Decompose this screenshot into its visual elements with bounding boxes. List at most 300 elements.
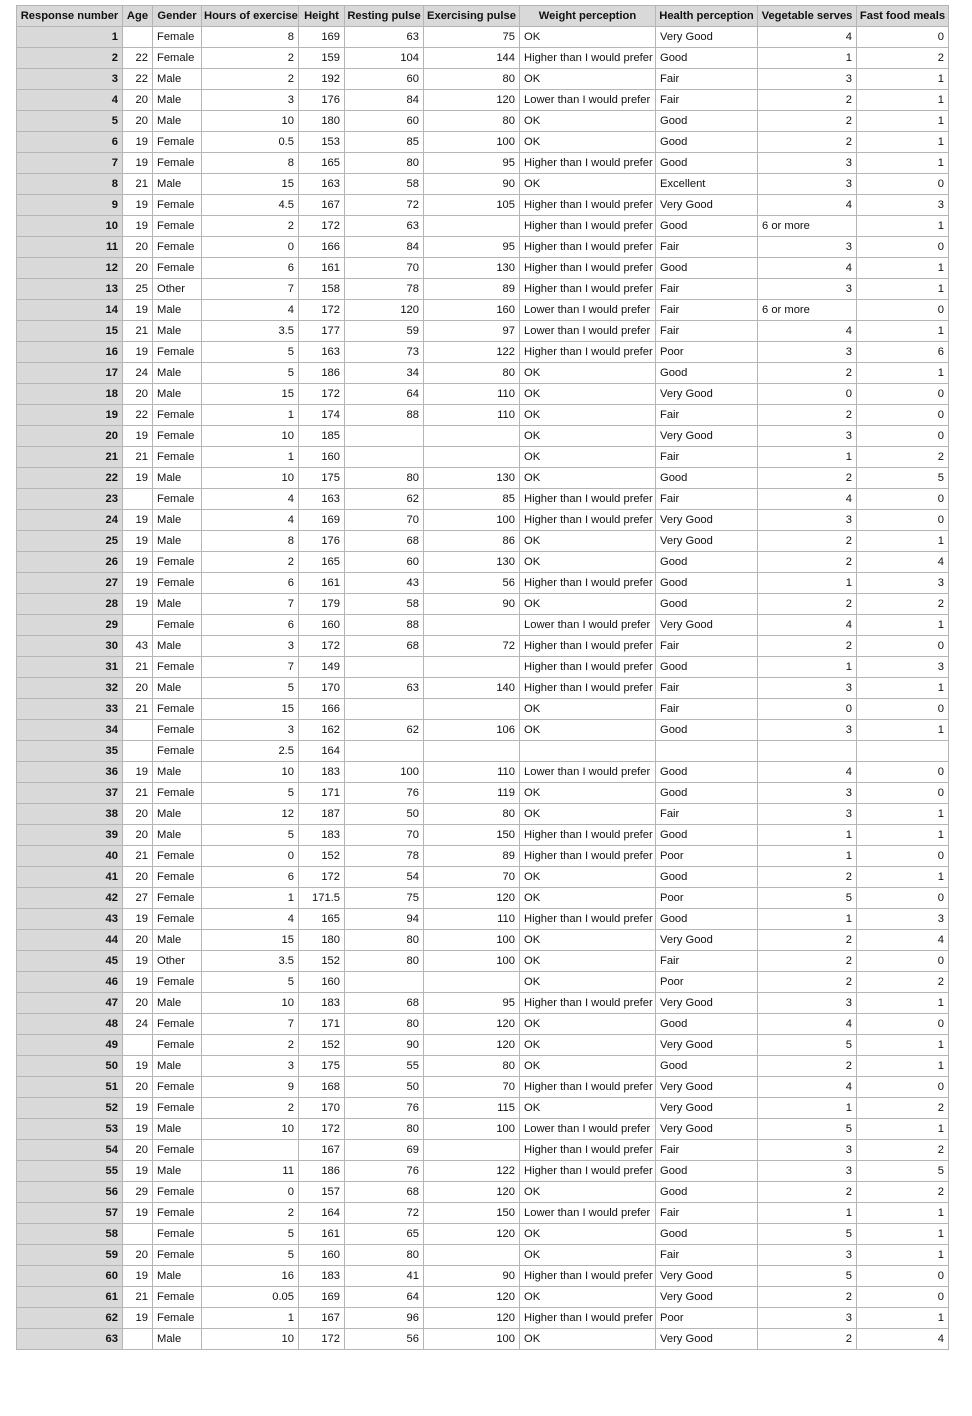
cell-age[interactable]: 20: [123, 1140, 153, 1161]
cell-age[interactable]: 20: [123, 237, 153, 258]
cell-exercising-pulse[interactable]: [424, 615, 520, 636]
row-header-cell[interactable]: 63: [17, 1329, 123, 1350]
cell-age[interactable]: 20: [123, 111, 153, 132]
row-header-cell[interactable]: 45: [17, 951, 123, 972]
cell-gender[interactable]: Male: [153, 1329, 202, 1350]
cell-weight-perception[interactable]: Higher than I would prefer: [520, 846, 656, 867]
cell-resting-pulse[interactable]: 34: [345, 363, 424, 384]
cell-hours-of-exercise[interactable]: [202, 1140, 299, 1161]
cell-health-perception[interactable]: Good: [656, 153, 758, 174]
cell-weight-perception[interactable]: OK: [520, 699, 656, 720]
cell-exercising-pulse[interactable]: 75: [424, 27, 520, 48]
cell-fast-food-meals[interactable]: 0: [857, 237, 949, 258]
cell-exercising-pulse[interactable]: [424, 426, 520, 447]
cell-age[interactable]: 21: [123, 699, 153, 720]
cell-health-perception[interactable]: Good: [656, 594, 758, 615]
cell-age[interactable]: 21: [123, 321, 153, 342]
cell-weight-perception[interactable]: Higher than I would prefer: [520, 1266, 656, 1287]
row-header-cell[interactable]: 12: [17, 258, 123, 279]
cell-exercising-pulse[interactable]: 122: [424, 342, 520, 363]
cell-health-perception[interactable]: Fair: [656, 300, 758, 321]
cell-health-perception[interactable]: Fair: [656, 1140, 758, 1161]
cell-fast-food-meals[interactable]: 4: [857, 1329, 949, 1350]
cell-resting-pulse[interactable]: 41: [345, 1266, 424, 1287]
cell-hours-of-exercise[interactable]: 12: [202, 804, 299, 825]
cell-height[interactable]: 163: [299, 489, 345, 510]
cell-vegetable-serves[interactable]: 6 or more: [758, 300, 857, 321]
cell-height[interactable]: 175: [299, 468, 345, 489]
row-header-cell[interactable]: 36: [17, 762, 123, 783]
cell-weight-perception[interactable]: Lower than I would prefer: [520, 1203, 656, 1224]
cell-health-perception[interactable]: Excellent: [656, 174, 758, 195]
cell-age[interactable]: 19: [123, 510, 153, 531]
cell-weight-perception[interactable]: OK: [520, 1287, 656, 1308]
cell-weight-perception[interactable]: OK: [520, 405, 656, 426]
cell-vegetable-serves[interactable]: 1: [758, 573, 857, 594]
cell-height[interactable]: 167: [299, 1140, 345, 1161]
cell-health-perception[interactable]: Fair: [656, 90, 758, 111]
cell-weight-perception[interactable]: Higher than I would prefer: [520, 216, 656, 237]
cell-height[interactable]: 179: [299, 594, 345, 615]
cell-height[interactable]: 183: [299, 1266, 345, 1287]
cell-age[interactable]: 21: [123, 447, 153, 468]
cell-exercising-pulse[interactable]: 130: [424, 258, 520, 279]
cell-age[interactable]: [123, 720, 153, 741]
cell-weight-perception[interactable]: Higher than I would prefer: [520, 1161, 656, 1182]
cell-health-perception[interactable]: Poor: [656, 846, 758, 867]
row-header-cell[interactable]: 37: [17, 783, 123, 804]
cell-height[interactable]: 152: [299, 951, 345, 972]
cell-gender[interactable]: Male: [153, 930, 202, 951]
cell-hours-of-exercise[interactable]: 10: [202, 468, 299, 489]
cell-age[interactable]: 20: [123, 1245, 153, 1266]
cell-vegetable-serves[interactable]: 2: [758, 90, 857, 111]
cell-age[interactable]: 19: [123, 468, 153, 489]
cell-height[interactable]: 177: [299, 321, 345, 342]
cell-gender[interactable]: Female: [153, 657, 202, 678]
cell-hours-of-exercise[interactable]: 10: [202, 993, 299, 1014]
cell-hours-of-exercise[interactable]: 3.5: [202, 951, 299, 972]
cell-exercising-pulse[interactable]: 120: [424, 1224, 520, 1245]
cell-fast-food-meals[interactable]: 5: [857, 1161, 949, 1182]
cell-health-perception[interactable]: Fair: [656, 279, 758, 300]
cell-hours-of-exercise[interactable]: 4.5: [202, 195, 299, 216]
cell-resting-pulse[interactable]: 78: [345, 279, 424, 300]
cell-height[interactable]: 160: [299, 972, 345, 993]
cell-fast-food-meals[interactable]: 1: [857, 1035, 949, 1056]
cell-weight-perception[interactable]: Lower than I would prefer: [520, 321, 656, 342]
cell-fast-food-meals[interactable]: 1: [857, 993, 949, 1014]
cell-gender[interactable]: Male: [153, 321, 202, 342]
column-header-age[interactable]: Age: [123, 6, 153, 27]
cell-height[interactable]: 183: [299, 993, 345, 1014]
row-header-cell[interactable]: 2: [17, 48, 123, 69]
cell-fast-food-meals[interactable]: 1: [857, 1308, 949, 1329]
cell-vegetable-serves[interactable]: 2: [758, 1182, 857, 1203]
cell-weight-perception[interactable]: OK: [520, 951, 656, 972]
cell-hours-of-exercise[interactable]: 2: [202, 1035, 299, 1056]
cell-hours-of-exercise[interactable]: 15: [202, 174, 299, 195]
cell-age[interactable]: 21: [123, 657, 153, 678]
cell-age[interactable]: 19: [123, 972, 153, 993]
row-header-cell[interactable]: 41: [17, 867, 123, 888]
cell-weight-perception[interactable]: Higher than I would prefer: [520, 237, 656, 258]
cell-age[interactable]: 27: [123, 888, 153, 909]
cell-age[interactable]: 43: [123, 636, 153, 657]
cell-age[interactable]: 19: [123, 552, 153, 573]
row-header-cell[interactable]: 46: [17, 972, 123, 993]
row-header-cell[interactable]: 47: [17, 993, 123, 1014]
cell-age[interactable]: [123, 27, 153, 48]
cell-health-perception[interactable]: Poor: [656, 972, 758, 993]
cell-gender[interactable]: Other: [153, 279, 202, 300]
cell-height[interactable]: 161: [299, 1224, 345, 1245]
cell-height[interactable]: 160: [299, 1245, 345, 1266]
cell-exercising-pulse[interactable]: 110: [424, 405, 520, 426]
cell-fast-food-meals[interactable]: 1: [857, 153, 949, 174]
cell-gender[interactable]: Male: [153, 384, 202, 405]
cell-weight-perception[interactable]: OK: [520, 930, 656, 951]
cell-height[interactable]: 159: [299, 48, 345, 69]
cell-age[interactable]: 20: [123, 258, 153, 279]
cell-age[interactable]: 19: [123, 1266, 153, 1287]
cell-vegetable-serves[interactable]: 4: [758, 1077, 857, 1098]
cell-resting-pulse[interactable]: 50: [345, 804, 424, 825]
cell-resting-pulse[interactable]: 63: [345, 678, 424, 699]
cell-height[interactable]: 166: [299, 237, 345, 258]
cell-hours-of-exercise[interactable]: 1: [202, 447, 299, 468]
cell-exercising-pulse[interactable]: 100: [424, 951, 520, 972]
cell-exercising-pulse[interactable]: [424, 741, 520, 762]
cell-fast-food-meals[interactable]: 1: [857, 720, 949, 741]
cell-hours-of-exercise[interactable]: 7: [202, 279, 299, 300]
cell-fast-food-meals[interactable]: [857, 741, 949, 762]
cell-resting-pulse[interactable]: 80: [345, 1119, 424, 1140]
cell-health-perception[interactable]: Very Good: [656, 510, 758, 531]
cell-resting-pulse[interactable]: [345, 657, 424, 678]
cell-hours-of-exercise[interactable]: 2.5: [202, 741, 299, 762]
row-header-cell[interactable]: 56: [17, 1182, 123, 1203]
cell-exercising-pulse[interactable]: 120: [424, 1014, 520, 1035]
cell-gender[interactable]: Female: [153, 615, 202, 636]
cell-health-perception[interactable]: Very Good: [656, 384, 758, 405]
row-header-cell[interactable]: 24: [17, 510, 123, 531]
cell-fast-food-meals[interactable]: 1: [857, 804, 949, 825]
cell-exercising-pulse[interactable]: 100: [424, 1329, 520, 1350]
cell-gender[interactable]: Female: [153, 153, 202, 174]
cell-resting-pulse[interactable]: 88: [345, 615, 424, 636]
cell-age[interactable]: 19: [123, 1161, 153, 1182]
cell-hours-of-exercise[interactable]: 0: [202, 846, 299, 867]
cell-vegetable-serves[interactable]: 1: [758, 48, 857, 69]
cell-fast-food-meals[interactable]: 0: [857, 1266, 949, 1287]
cell-exercising-pulse[interactable]: [424, 972, 520, 993]
cell-vegetable-serves[interactable]: 2: [758, 1329, 857, 1350]
cell-height[interactable]: 161: [299, 258, 345, 279]
cell-vegetable-serves[interactable]: 3: [758, 174, 857, 195]
cell-weight-perception[interactable]: OK: [520, 132, 656, 153]
cell-exercising-pulse[interactable]: [424, 447, 520, 468]
cell-gender[interactable]: Male: [153, 1056, 202, 1077]
cell-fast-food-meals[interactable]: 1: [857, 678, 949, 699]
cell-weight-perception[interactable]: OK: [520, 174, 656, 195]
cell-weight-perception[interactable]: Higher than I would prefer: [520, 909, 656, 930]
cell-height[interactable]: 163: [299, 342, 345, 363]
cell-age[interactable]: 19: [123, 1056, 153, 1077]
cell-resting-pulse[interactable]: 72: [345, 1203, 424, 1224]
cell-exercising-pulse[interactable]: 85: [424, 489, 520, 510]
cell-gender[interactable]: Female: [153, 1308, 202, 1329]
cell-exercising-pulse[interactable]: 90: [424, 174, 520, 195]
cell-health-perception[interactable]: Very Good: [656, 195, 758, 216]
cell-age[interactable]: 19: [123, 1308, 153, 1329]
cell-gender[interactable]: Female: [153, 972, 202, 993]
cell-weight-perception[interactable]: OK: [520, 468, 656, 489]
cell-fast-food-meals[interactable]: 1: [857, 132, 949, 153]
cell-weight-perception[interactable]: Lower than I would prefer: [520, 300, 656, 321]
cell-health-perception[interactable]: [656, 741, 758, 762]
cell-weight-perception[interactable]: OK: [520, 384, 656, 405]
cell-exercising-pulse[interactable]: 100: [424, 1119, 520, 1140]
cell-weight-perception[interactable]: OK: [520, 111, 656, 132]
cell-age[interactable]: 22: [123, 69, 153, 90]
cell-vegetable-serves[interactable]: 2: [758, 111, 857, 132]
cell-age[interactable]: 19: [123, 1098, 153, 1119]
cell-height[interactable]: 172: [299, 216, 345, 237]
cell-health-perception[interactable]: Good: [656, 132, 758, 153]
cell-hours-of-exercise[interactable]: 15: [202, 384, 299, 405]
cell-fast-food-meals[interactable]: 1: [857, 279, 949, 300]
cell-hours-of-exercise[interactable]: 11: [202, 1161, 299, 1182]
column-header-hours-of-exercise[interactable]: Hours of exercise: [202, 6, 299, 27]
cell-height[interactable]: 153: [299, 132, 345, 153]
cell-gender[interactable]: Female: [153, 1287, 202, 1308]
cell-health-perception[interactable]: Very Good: [656, 27, 758, 48]
cell-resting-pulse[interactable]: 58: [345, 594, 424, 615]
cell-health-perception[interactable]: Very Good: [656, 1287, 758, 1308]
cell-vegetable-serves[interactable]: 1: [758, 657, 857, 678]
cell-vegetable-serves[interactable]: 2: [758, 930, 857, 951]
cell-age[interactable]: [123, 741, 153, 762]
cell-resting-pulse[interactable]: 68: [345, 531, 424, 552]
row-header-cell[interactable]: 4: [17, 90, 123, 111]
cell-exercising-pulse[interactable]: 120: [424, 888, 520, 909]
cell-fast-food-meals[interactable]: 0: [857, 426, 949, 447]
cell-gender[interactable]: Female: [153, 1245, 202, 1266]
cell-exercising-pulse[interactable]: 86: [424, 531, 520, 552]
cell-age[interactable]: 19: [123, 132, 153, 153]
cell-resting-pulse[interactable]: 62: [345, 720, 424, 741]
cell-height[interactable]: 174: [299, 405, 345, 426]
cell-resting-pulse[interactable]: 80: [345, 930, 424, 951]
cell-health-perception[interactable]: Fair: [656, 321, 758, 342]
cell-exercising-pulse[interactable]: 70: [424, 1077, 520, 1098]
cell-hours-of-exercise[interactable]: 2: [202, 1203, 299, 1224]
cell-resting-pulse[interactable]: 80: [345, 468, 424, 489]
row-header-cell[interactable]: 34: [17, 720, 123, 741]
cell-weight-perception[interactable]: Higher than I would prefer: [520, 993, 656, 1014]
cell-height[interactable]: 176: [299, 90, 345, 111]
cell-vegetable-serves[interactable]: 6 or more: [758, 216, 857, 237]
cell-vegetable-serves[interactable]: 2: [758, 867, 857, 888]
row-header-cell[interactable]: 27: [17, 573, 123, 594]
cell-weight-perception[interactable]: Higher than I would prefer: [520, 1077, 656, 1098]
cell-gender[interactable]: Female: [153, 846, 202, 867]
cell-weight-perception[interactable]: OK: [520, 1035, 656, 1056]
cell-fast-food-meals[interactable]: 3: [857, 909, 949, 930]
cell-hours-of-exercise[interactable]: 5: [202, 363, 299, 384]
row-header-cell[interactable]: 25: [17, 531, 123, 552]
cell-fast-food-meals[interactable]: 0: [857, 405, 949, 426]
cell-health-perception[interactable]: Good: [656, 1224, 758, 1245]
cell-gender[interactable]: Female: [153, 1224, 202, 1245]
cell-weight-perception[interactable]: Higher than I would prefer: [520, 825, 656, 846]
cell-weight-perception[interactable]: OK: [520, 69, 656, 90]
cell-weight-perception[interactable]: Lower than I would prefer: [520, 1119, 656, 1140]
cell-weight-perception[interactable]: Higher than I would prefer: [520, 342, 656, 363]
cell-age[interactable]: 21: [123, 1287, 153, 1308]
cell-height[interactable]: 172: [299, 1119, 345, 1140]
row-header-cell[interactable]: 17: [17, 363, 123, 384]
cell-gender[interactable]: Female: [153, 552, 202, 573]
cell-vegetable-serves[interactable]: 3: [758, 804, 857, 825]
cell-exercising-pulse[interactable]: 120: [424, 1182, 520, 1203]
cell-gender[interactable]: Male: [153, 804, 202, 825]
cell-resting-pulse[interactable]: 54: [345, 867, 424, 888]
row-header-cell[interactable]: 40: [17, 846, 123, 867]
cell-weight-perception[interactable]: Higher than I would prefer: [520, 657, 656, 678]
row-header-cell[interactable]: 18: [17, 384, 123, 405]
cell-height[interactable]: 163: [299, 174, 345, 195]
cell-vegetable-serves[interactable]: 5: [758, 1224, 857, 1245]
cell-hours-of-exercise[interactable]: 1: [202, 405, 299, 426]
cell-age[interactable]: 20: [123, 825, 153, 846]
cell-exercising-pulse[interactable]: 105: [424, 195, 520, 216]
cell-hours-of-exercise[interactable]: 3: [202, 636, 299, 657]
cell-vegetable-serves[interactable]: 4: [758, 258, 857, 279]
cell-age[interactable]: [123, 489, 153, 510]
cell-hours-of-exercise[interactable]: 1: [202, 1308, 299, 1329]
cell-height[interactable]: 172: [299, 636, 345, 657]
row-header-cell[interactable]: 54: [17, 1140, 123, 1161]
cell-age[interactable]: 19: [123, 216, 153, 237]
cell-height[interactable]: 170: [299, 678, 345, 699]
cell-fast-food-meals[interactable]: 1: [857, 258, 949, 279]
cell-vegetable-serves[interactable]: 2: [758, 951, 857, 972]
cell-exercising-pulse[interactable]: 80: [424, 363, 520, 384]
cell-exercising-pulse[interactable]: 89: [424, 279, 520, 300]
cell-fast-food-meals[interactable]: 0: [857, 951, 949, 972]
cell-exercising-pulse[interactable]: 120: [424, 1035, 520, 1056]
cell-exercising-pulse[interactable]: 80: [424, 804, 520, 825]
cell-hours-of-exercise[interactable]: 10: [202, 111, 299, 132]
cell-vegetable-serves[interactable]: 5: [758, 1035, 857, 1056]
cell-vegetable-serves[interactable]: 3: [758, 237, 857, 258]
cell-resting-pulse[interactable]: 73: [345, 342, 424, 363]
cell-gender[interactable]: Male: [153, 531, 202, 552]
cell-age[interactable]: 20: [123, 384, 153, 405]
row-header-cell[interactable]: 57: [17, 1203, 123, 1224]
cell-weight-perception[interactable]: Higher than I would prefer: [520, 489, 656, 510]
cell-gender[interactable]: Male: [153, 1266, 202, 1287]
cell-vegetable-serves[interactable]: 3: [758, 510, 857, 531]
cell-fast-food-meals[interactable]: 5: [857, 468, 949, 489]
cell-resting-pulse[interactable]: 63: [345, 216, 424, 237]
cell-fast-food-meals[interactable]: 0: [857, 846, 949, 867]
cell-fast-food-meals[interactable]: 2: [857, 1182, 949, 1203]
cell-resting-pulse[interactable]: 76: [345, 1098, 424, 1119]
cell-exercising-pulse[interactable]: 100: [424, 930, 520, 951]
row-header-cell[interactable]: 7: [17, 153, 123, 174]
cell-vegetable-serves[interactable]: 3: [758, 426, 857, 447]
cell-hours-of-exercise[interactable]: 6: [202, 867, 299, 888]
cell-gender[interactable]: Female: [153, 489, 202, 510]
cell-age[interactable]: 19: [123, 1119, 153, 1140]
cell-age[interactable]: 24: [123, 363, 153, 384]
cell-vegetable-serves[interactable]: 5: [758, 1266, 857, 1287]
cell-height[interactable]: 165: [299, 909, 345, 930]
cell-resting-pulse[interactable]: 56: [345, 1329, 424, 1350]
cell-age[interactable]: 19: [123, 909, 153, 930]
cell-age[interactable]: 24: [123, 1014, 153, 1035]
cell-gender[interactable]: Female: [153, 573, 202, 594]
cell-vegetable-serves[interactable]: 1: [758, 1098, 857, 1119]
cell-hours-of-exercise[interactable]: 10: [202, 426, 299, 447]
cell-age[interactable]: 19: [123, 426, 153, 447]
column-header-height[interactable]: Height: [299, 6, 345, 27]
cell-weight-perception[interactable]: OK: [520, 594, 656, 615]
cell-hours-of-exercise[interactable]: 1: [202, 888, 299, 909]
cell-health-perception[interactable]: Good: [656, 1014, 758, 1035]
cell-fast-food-meals[interactable]: 0: [857, 783, 949, 804]
cell-age[interactable]: 19: [123, 573, 153, 594]
cell-resting-pulse[interactable]: 90: [345, 1035, 424, 1056]
cell-gender[interactable]: Female: [153, 741, 202, 762]
cell-weight-perception[interactable]: OK: [520, 1056, 656, 1077]
cell-age[interactable]: [123, 1329, 153, 1350]
row-header-cell[interactable]: 8: [17, 174, 123, 195]
cell-weight-perception[interactable]: Lower than I would prefer: [520, 762, 656, 783]
cell-health-perception[interactable]: Good: [656, 258, 758, 279]
cell-exercising-pulse[interactable]: 89: [424, 846, 520, 867]
cell-weight-perception[interactable]: OK: [520, 867, 656, 888]
cell-fast-food-meals[interactable]: 0: [857, 888, 949, 909]
cell-health-perception[interactable]: Very Good: [656, 1035, 758, 1056]
cell-hours-of-exercise[interactable]: 5: [202, 678, 299, 699]
cell-resting-pulse[interactable]: 76: [345, 1161, 424, 1182]
cell-health-perception[interactable]: Fair: [656, 237, 758, 258]
cell-health-perception[interactable]: Poor: [656, 1308, 758, 1329]
cell-weight-perception[interactable]: OK: [520, 1329, 656, 1350]
cell-hours-of-exercise[interactable]: 7: [202, 1014, 299, 1035]
cell-resting-pulse[interactable]: 50: [345, 1077, 424, 1098]
cell-height[interactable]: 172: [299, 1329, 345, 1350]
cell-health-perception[interactable]: Very Good: [656, 1077, 758, 1098]
cell-health-perception[interactable]: Good: [656, 825, 758, 846]
cell-weight-perception[interactable]: OK: [520, 426, 656, 447]
cell-height[interactable]: 169: [299, 1287, 345, 1308]
cell-exercising-pulse[interactable]: 110: [424, 384, 520, 405]
cell-gender[interactable]: Male: [153, 594, 202, 615]
cell-weight-perception[interactable]: OK: [520, 720, 656, 741]
cell-resting-pulse[interactable]: 60: [345, 69, 424, 90]
cell-weight-perception[interactable]: OK: [520, 552, 656, 573]
row-header-cell[interactable]: 32: [17, 678, 123, 699]
cell-hours-of-exercise[interactable]: 5: [202, 825, 299, 846]
cell-exercising-pulse[interactable]: [424, 657, 520, 678]
cell-health-perception[interactable]: Very Good: [656, 615, 758, 636]
row-header-cell[interactable]: 10: [17, 216, 123, 237]
